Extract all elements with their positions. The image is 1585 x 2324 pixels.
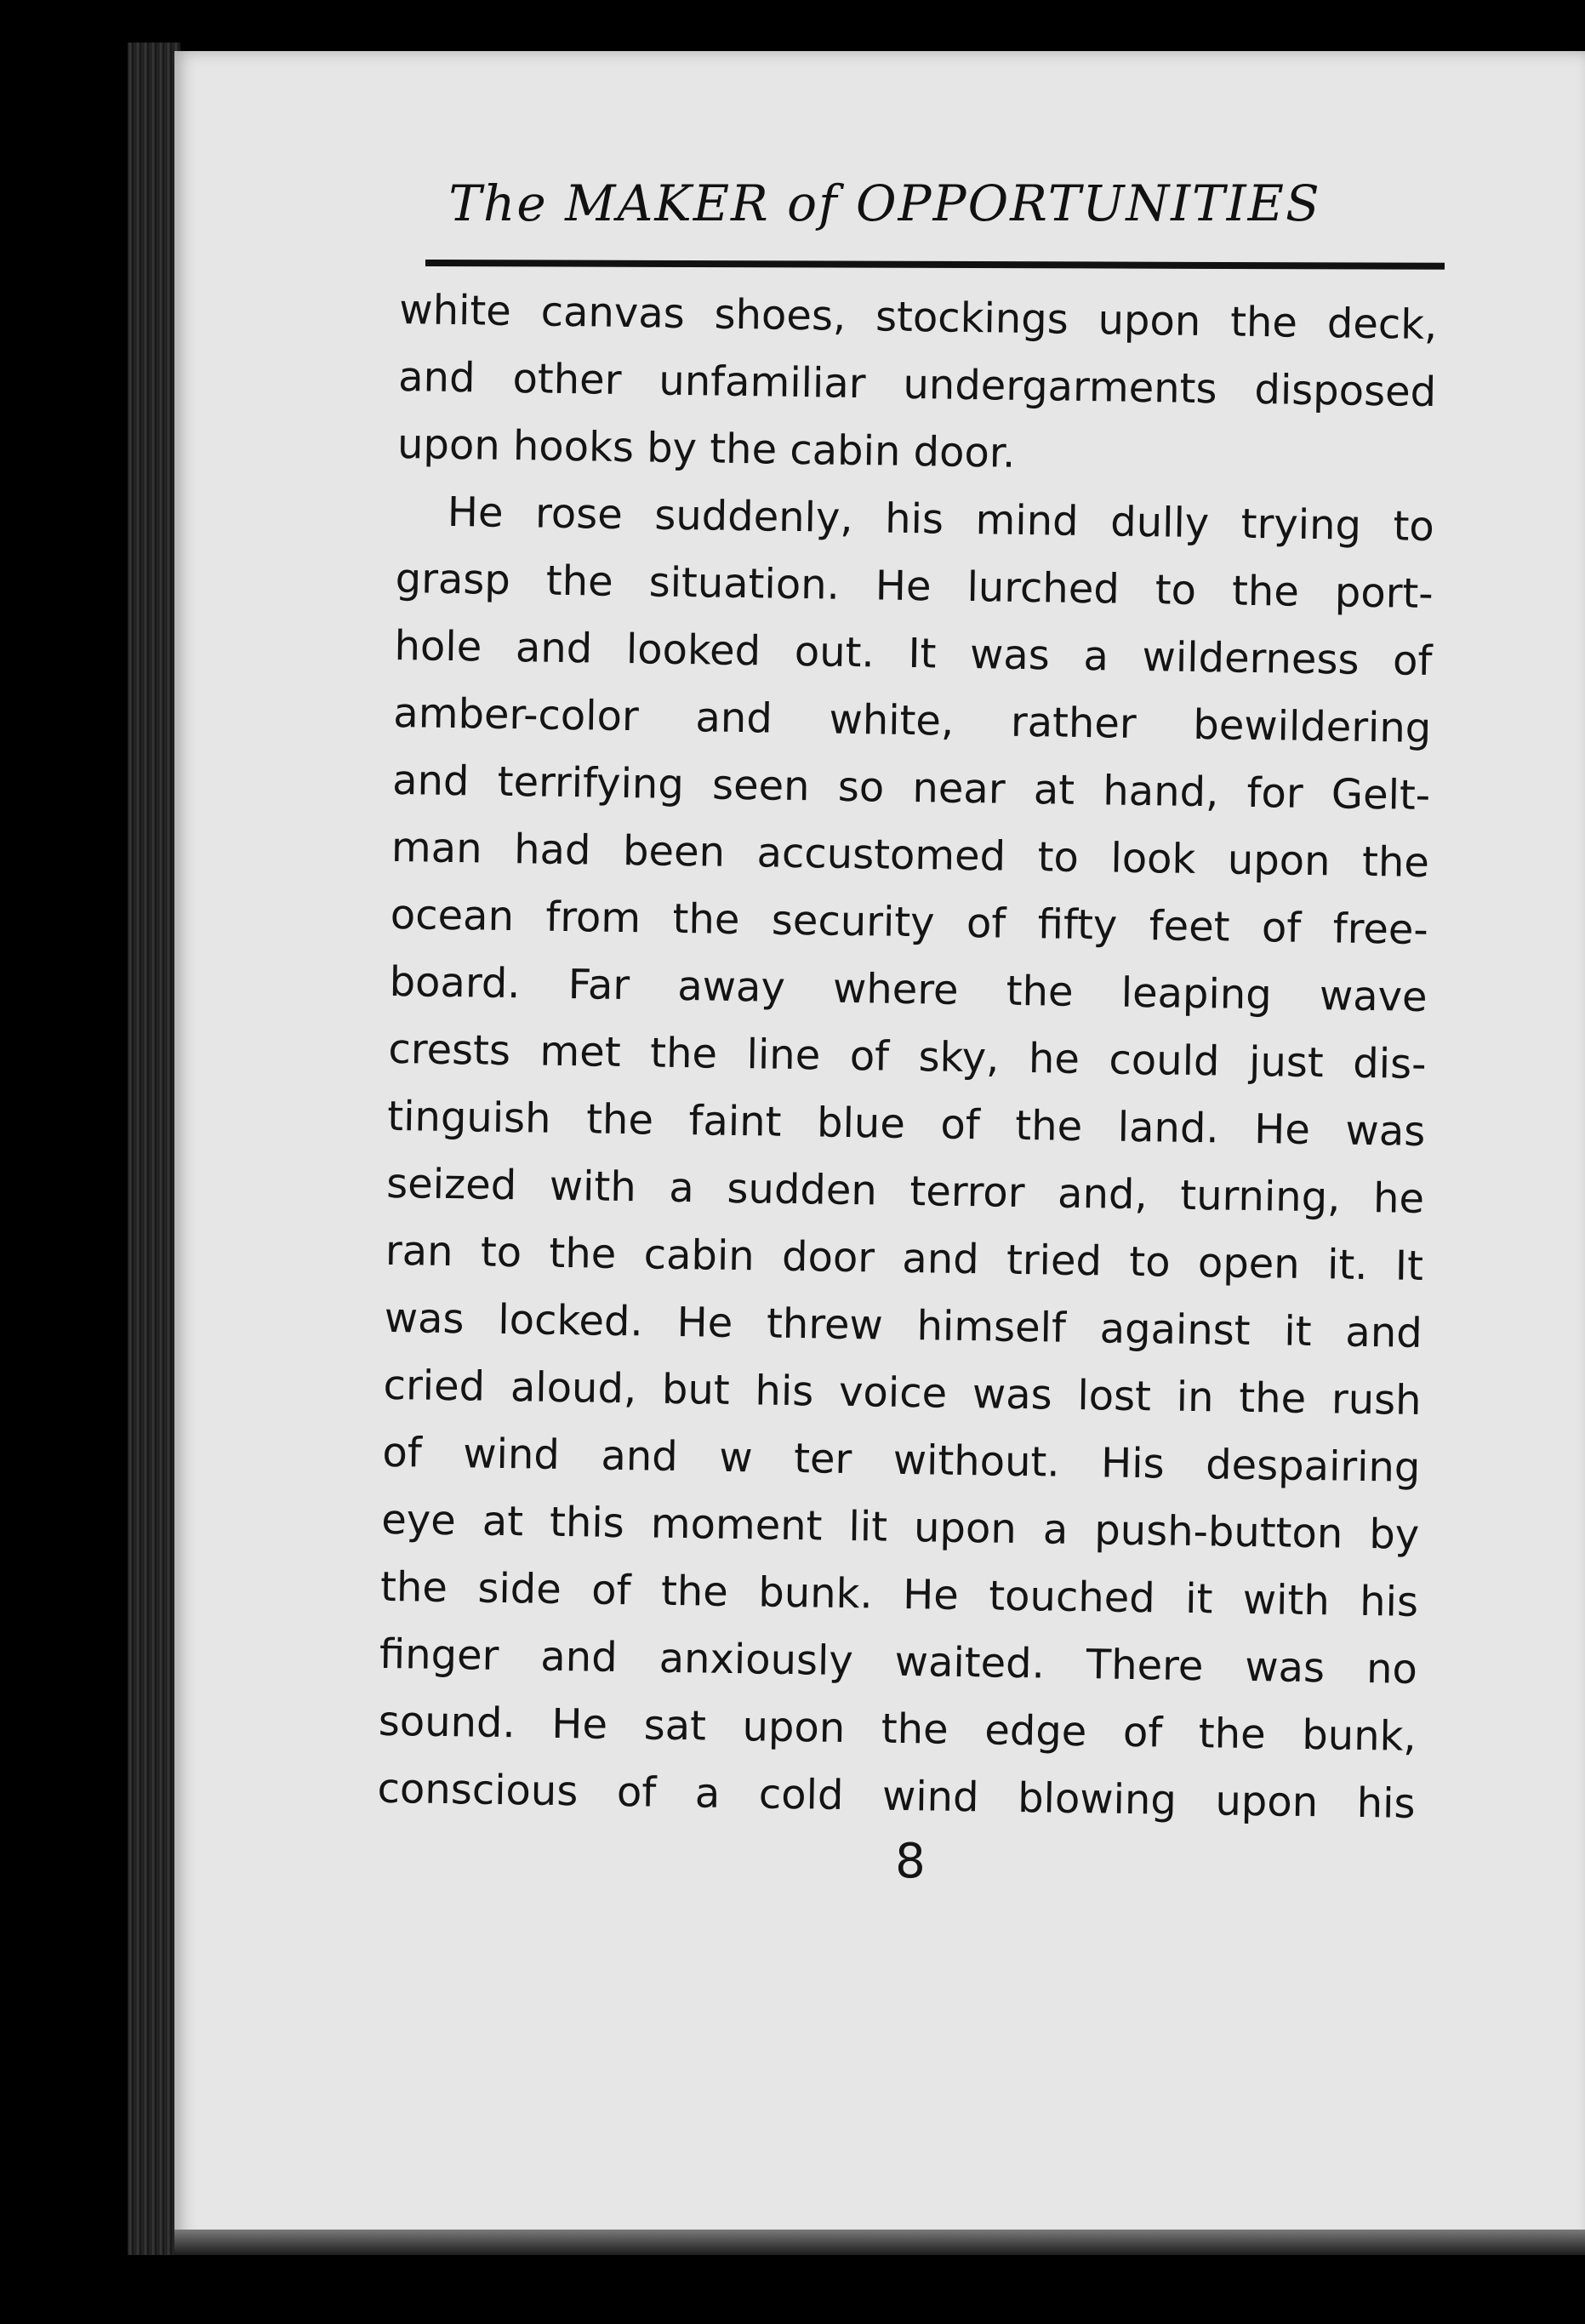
text-line: finger and anxiously waited. There was no — [379, 1630, 1418, 1693]
text-line: seized with a sudden terror and, turning, he — [385, 1159, 1425, 1223]
page-bottom-edge — [174, 2230, 1585, 2255]
text-line: and terrifying seen so near at hand, for Gelt- — [391, 756, 1431, 820]
text-line: crests met the line of sky, he could just dis- — [388, 1025, 1427, 1088]
text-line: sound. He sat upon the edge of the bunk, — [378, 1697, 1417, 1761]
text-line: ocean from the security of fifty feet of free- — [390, 890, 1429, 955]
text-line: man had been accustomed to look upon the — [391, 823, 1430, 888]
text-line: board. Far away where the leaping wave — [389, 957, 1428, 1022]
page-number: 8 — [895, 1834, 926, 1889]
text-line: grasp the situation. He lurched to the port- — [395, 554, 1434, 619]
text-line: and other unfamiliar undergarments disposed — [397, 352, 1437, 417]
text-line: tinguish the faint blue of the land. He was — [386, 1092, 1426, 1156]
text-line: the side of the bunk. He touched it with his — [379, 1562, 1419, 1626]
running-head: The MAKER of OPPORTUNITIES — [448, 174, 1321, 232]
body-text — [377, 277, 1438, 1838]
text-line: upon hooks by the cabin door. — [396, 420, 1016, 477]
text-line: He rose suddenly, his mind dully trying to — [447, 488, 1435, 551]
text-line: was locked. He threw himself against it and — [384, 1293, 1423, 1357]
text-line: eye at this moment lit upon a push-button by — [380, 1495, 1420, 1559]
book-binding-edge — [128, 43, 180, 2255]
text-line: of wind and w ter without. His despairing — [382, 1428, 1421, 1492]
text-line: ran to the cabin door and tried to open it. It — [385, 1226, 1424, 1290]
text-line: amber-color and white, rather bewildering — [392, 688, 1432, 753]
text-line: hole and looked out. It was a wilderness of — [394, 621, 1433, 686]
text-line: conscious of a cold wind blowing upon his — [377, 1764, 1416, 1828]
text-line: cried aloud, but his voice was lost in the rush — [383, 1361, 1422, 1425]
text-line: white canvas shoes, stockings upon the deck, — [399, 285, 1438, 350]
